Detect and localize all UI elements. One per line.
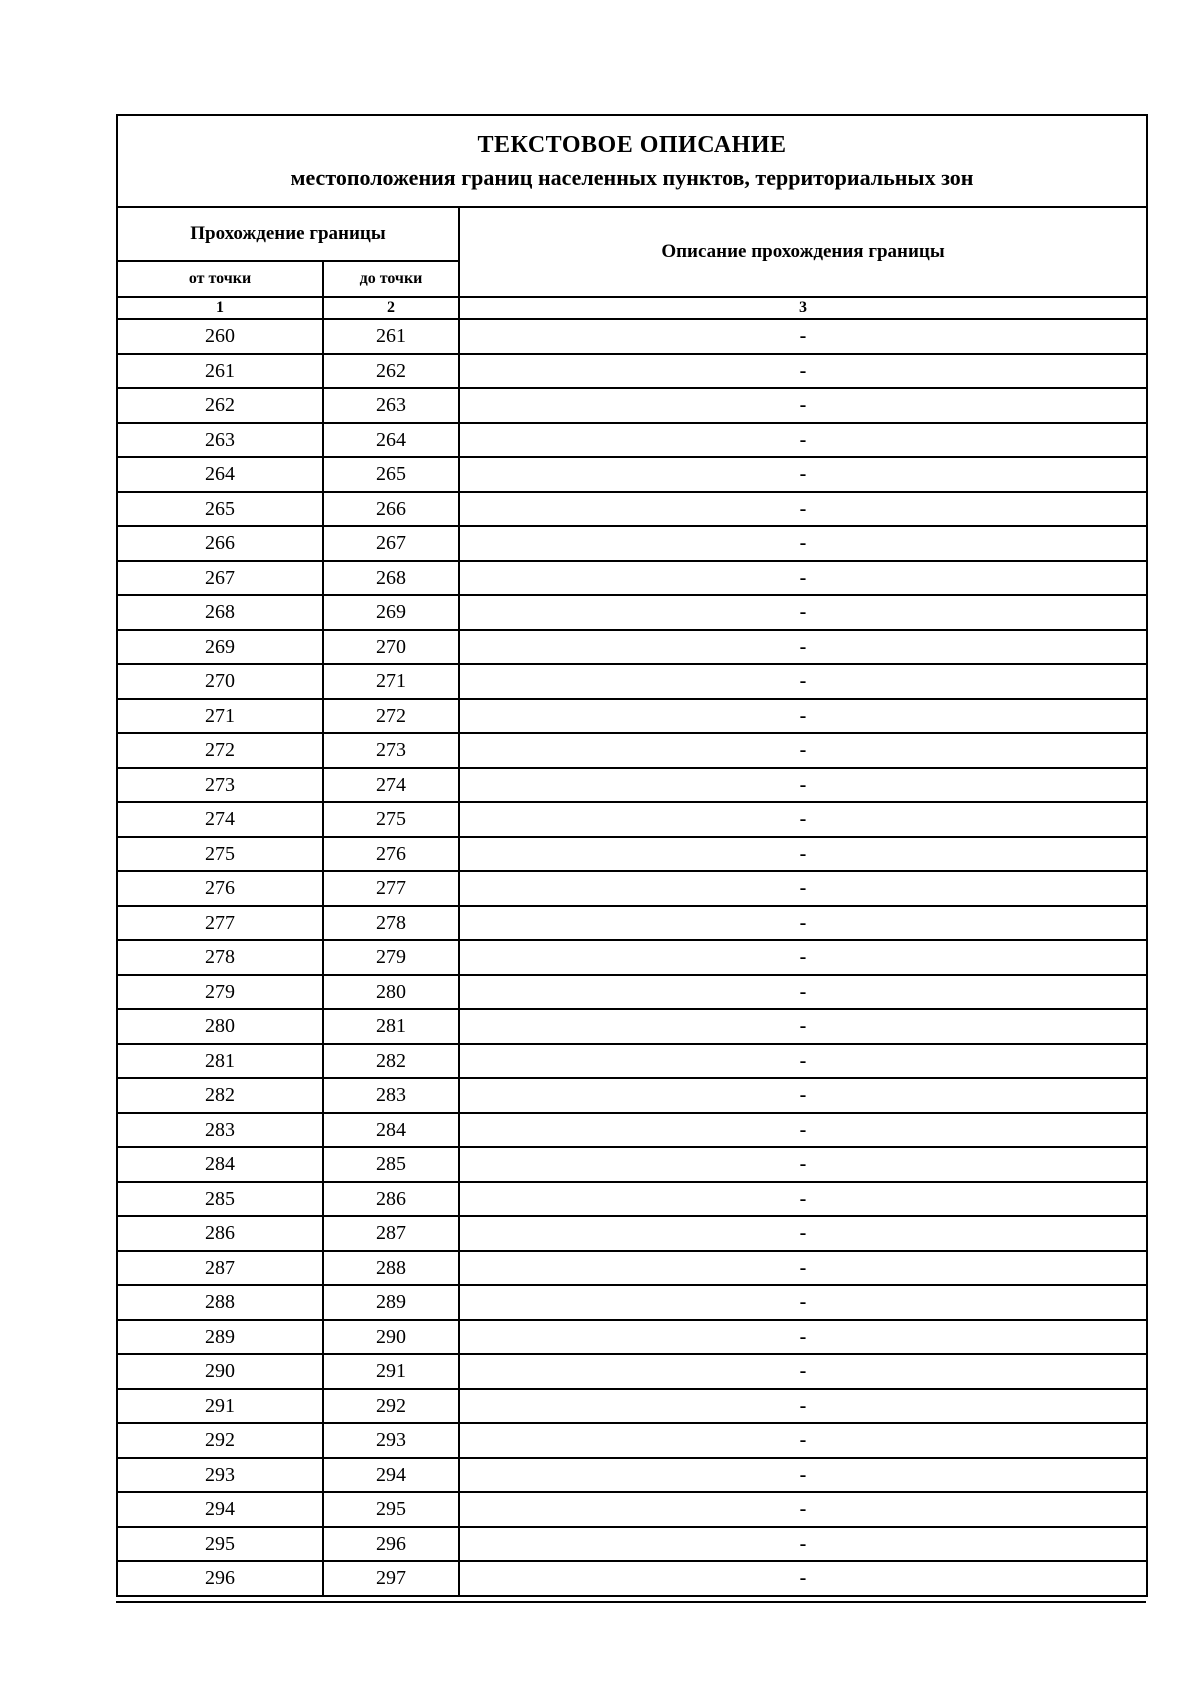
cell-description: - bbox=[459, 1113, 1147, 1148]
cell-description: - bbox=[459, 802, 1147, 837]
cell-from-point: 292 bbox=[117, 1423, 323, 1458]
cell-to-point: 262 bbox=[323, 354, 459, 389]
table-row bbox=[117, 1251, 1147, 1286]
cell-description: - bbox=[459, 630, 1147, 665]
cell-from-point: 290 bbox=[117, 1354, 323, 1389]
cell-from-point: 275 bbox=[117, 837, 323, 872]
table-row bbox=[117, 1320, 1147, 1355]
table-row bbox=[117, 1044, 1147, 1079]
boundary-table-container bbox=[116, 114, 1146, 1603]
table-row bbox=[117, 354, 1147, 389]
table-row bbox=[117, 630, 1147, 665]
cell-description: - bbox=[459, 871, 1147, 906]
cell-description: - bbox=[459, 1251, 1147, 1286]
table-row bbox=[117, 561, 1147, 596]
cell-description: - bbox=[459, 1320, 1147, 1355]
cell-from-point: 262 bbox=[117, 388, 323, 423]
cell-description: - bbox=[459, 354, 1147, 389]
table-header bbox=[117, 115, 1147, 319]
cell-to-point: 269 bbox=[323, 595, 459, 630]
cell-description: - bbox=[459, 906, 1147, 941]
header-description: Описание прохождения границы bbox=[459, 207, 1147, 297]
cell-to-point: 268 bbox=[323, 561, 459, 596]
cell-to-point: 274 bbox=[323, 768, 459, 803]
cell-description: - bbox=[459, 837, 1147, 872]
cell-to-point: 285 bbox=[323, 1147, 459, 1182]
column-number-2: 2 bbox=[323, 297, 459, 319]
cell-from-point: 278 bbox=[117, 940, 323, 975]
cell-to-point: 289 bbox=[323, 1285, 459, 1320]
cell-from-point: 279 bbox=[117, 975, 323, 1010]
cell-from-point: 261 bbox=[117, 354, 323, 389]
cell-to-point: 276 bbox=[323, 837, 459, 872]
cell-from-point: 283 bbox=[117, 1113, 323, 1148]
cell-to-point: 282 bbox=[323, 1044, 459, 1079]
cell-description: - bbox=[459, 319, 1147, 354]
cell-to-point: 270 bbox=[323, 630, 459, 665]
cell-to-point: 297 bbox=[323, 1561, 459, 1596]
table-row bbox=[117, 699, 1147, 734]
table-row bbox=[117, 1354, 1147, 1389]
table-row bbox=[117, 388, 1147, 423]
cell-description: - bbox=[459, 664, 1147, 699]
cell-description: - bbox=[459, 1044, 1147, 1079]
cell-from-point: 269 bbox=[117, 630, 323, 665]
cell-to-point: 296 bbox=[323, 1527, 459, 1562]
cell-to-point: 261 bbox=[323, 319, 459, 354]
table-row bbox=[117, 1182, 1147, 1217]
cell-to-point: 272 bbox=[323, 699, 459, 734]
table-row bbox=[117, 319, 1147, 354]
cell-description: - bbox=[459, 699, 1147, 734]
table-bottom-rule bbox=[116, 1601, 1146, 1603]
table-row bbox=[117, 1527, 1147, 1562]
cell-description: - bbox=[459, 1216, 1147, 1251]
cell-from-point: 285 bbox=[117, 1182, 323, 1217]
table-row bbox=[117, 975, 1147, 1010]
document-title: ТЕКСТОВОЕ ОПИСАНИЕ bbox=[477, 131, 787, 158]
cell-to-point: 287 bbox=[323, 1216, 459, 1251]
table-row bbox=[117, 526, 1147, 561]
cell-description: - bbox=[459, 768, 1147, 803]
cell-to-point: 266 bbox=[323, 492, 459, 527]
cell-description: - bbox=[459, 595, 1147, 630]
table-row bbox=[117, 1009, 1147, 1044]
table-row bbox=[117, 768, 1147, 803]
cell-from-point: 291 bbox=[117, 1389, 323, 1424]
cell-to-point: 290 bbox=[323, 1320, 459, 1355]
table-row bbox=[117, 1561, 1147, 1596]
table-row bbox=[117, 1389, 1147, 1424]
cell-to-point: 263 bbox=[323, 388, 459, 423]
cell-from-point: 286 bbox=[117, 1216, 323, 1251]
cell-description: - bbox=[459, 1389, 1147, 1424]
cell-to-point: 295 bbox=[323, 1492, 459, 1527]
cell-from-point: 273 bbox=[117, 768, 323, 803]
cell-from-point: 274 bbox=[117, 802, 323, 837]
table-row bbox=[117, 1492, 1147, 1527]
cell-to-point: 291 bbox=[323, 1354, 459, 1389]
cell-to-point: 286 bbox=[323, 1182, 459, 1217]
table-row bbox=[117, 802, 1147, 837]
title-cell bbox=[117, 115, 1147, 207]
cell-from-point: 271 bbox=[117, 699, 323, 734]
cell-from-point: 267 bbox=[117, 561, 323, 596]
cell-description: - bbox=[459, 1354, 1147, 1389]
table-row bbox=[117, 871, 1147, 906]
cell-from-point: 295 bbox=[117, 1527, 323, 1562]
boundary-description-table bbox=[116, 114, 1148, 1597]
table-body bbox=[117, 319, 1147, 1596]
cell-description: - bbox=[459, 1078, 1147, 1113]
cell-description: - bbox=[459, 1527, 1147, 1562]
cell-description: - bbox=[459, 975, 1147, 1010]
table-row bbox=[117, 837, 1147, 872]
cell-to-point: 284 bbox=[323, 1113, 459, 1148]
cell-to-point: 293 bbox=[323, 1423, 459, 1458]
cell-description: - bbox=[459, 1285, 1147, 1320]
table-row bbox=[117, 906, 1147, 941]
cell-description: - bbox=[459, 1009, 1147, 1044]
cell-from-point: 282 bbox=[117, 1078, 323, 1113]
cell-to-point: 273 bbox=[323, 733, 459, 768]
table-row bbox=[117, 664, 1147, 699]
cell-to-point: 288 bbox=[323, 1251, 459, 1286]
cell-description: - bbox=[459, 1423, 1147, 1458]
cell-description: - bbox=[459, 1182, 1147, 1217]
cell-from-point: 264 bbox=[117, 457, 323, 492]
cell-to-point: 265 bbox=[323, 457, 459, 492]
table-row bbox=[117, 1285, 1147, 1320]
column-numbers-row bbox=[117, 297, 1147, 319]
cell-from-point: 296 bbox=[117, 1561, 323, 1596]
header-from-point: от точки bbox=[117, 261, 323, 297]
cell-description: - bbox=[459, 1147, 1147, 1182]
cell-description: - bbox=[459, 457, 1147, 492]
cell-from-point: 277 bbox=[117, 906, 323, 941]
cell-to-point: 283 bbox=[323, 1078, 459, 1113]
cell-from-point: 263 bbox=[117, 423, 323, 458]
header-to-point: до точки bbox=[323, 261, 459, 297]
cell-from-point: 287 bbox=[117, 1251, 323, 1286]
cell-from-point: 288 bbox=[117, 1285, 323, 1320]
cell-to-point: 278 bbox=[323, 906, 459, 941]
header-group-row bbox=[117, 207, 1147, 261]
table-row bbox=[117, 1113, 1147, 1148]
cell-from-point: 280 bbox=[117, 1009, 323, 1044]
table-row bbox=[117, 1458, 1147, 1493]
cell-from-point: 266 bbox=[117, 526, 323, 561]
cell-to-point: 279 bbox=[323, 940, 459, 975]
cell-from-point: 289 bbox=[117, 1320, 323, 1355]
cell-to-point: 294 bbox=[323, 1458, 459, 1493]
table-row bbox=[117, 940, 1147, 975]
cell-description: - bbox=[459, 1458, 1147, 1493]
cell-to-point: 280 bbox=[323, 975, 459, 1010]
cell-from-point: 281 bbox=[117, 1044, 323, 1079]
cell-description: - bbox=[459, 1561, 1147, 1596]
table-row bbox=[117, 1423, 1147, 1458]
cell-from-point: 284 bbox=[117, 1147, 323, 1182]
cell-description: - bbox=[459, 1492, 1147, 1527]
cell-from-point: 276 bbox=[117, 871, 323, 906]
cell-description: - bbox=[459, 388, 1147, 423]
table-row bbox=[117, 733, 1147, 768]
table-row bbox=[117, 1078, 1147, 1113]
cell-from-point: 265 bbox=[117, 492, 323, 527]
cell-from-point: 268 bbox=[117, 595, 323, 630]
table-row bbox=[117, 457, 1147, 492]
cell-description: - bbox=[459, 561, 1147, 596]
cell-to-point: 275 bbox=[323, 802, 459, 837]
column-number-1: 1 bbox=[117, 297, 323, 319]
cell-from-point: 294 bbox=[117, 1492, 323, 1527]
cell-to-point: 277 bbox=[323, 871, 459, 906]
column-number-3: 3 bbox=[459, 297, 1147, 319]
cell-from-point: 272 bbox=[117, 733, 323, 768]
cell-to-point: 271 bbox=[323, 664, 459, 699]
cell-from-point: 260 bbox=[117, 319, 323, 354]
cell-to-point: 292 bbox=[323, 1389, 459, 1424]
cell-description: - bbox=[459, 423, 1147, 458]
cell-to-point: 281 bbox=[323, 1009, 459, 1044]
table-row bbox=[117, 1147, 1147, 1182]
cell-description: - bbox=[459, 492, 1147, 527]
title-row bbox=[117, 115, 1147, 207]
cell-description: - bbox=[459, 733, 1147, 768]
header-boundary-passage: Прохождение границы bbox=[117, 207, 459, 261]
document-subtitle: местоположения границ населенных пунктов, территориальных зон bbox=[290, 164, 974, 190]
table-row bbox=[117, 423, 1147, 458]
cell-to-point: 267 bbox=[323, 526, 459, 561]
table-row bbox=[117, 595, 1147, 630]
cell-description: - bbox=[459, 940, 1147, 975]
cell-description: - bbox=[459, 526, 1147, 561]
cell-to-point: 264 bbox=[323, 423, 459, 458]
cell-from-point: 270 bbox=[117, 664, 323, 699]
table-row bbox=[117, 1216, 1147, 1251]
cell-from-point: 293 bbox=[117, 1458, 323, 1493]
table-row bbox=[117, 492, 1147, 527]
